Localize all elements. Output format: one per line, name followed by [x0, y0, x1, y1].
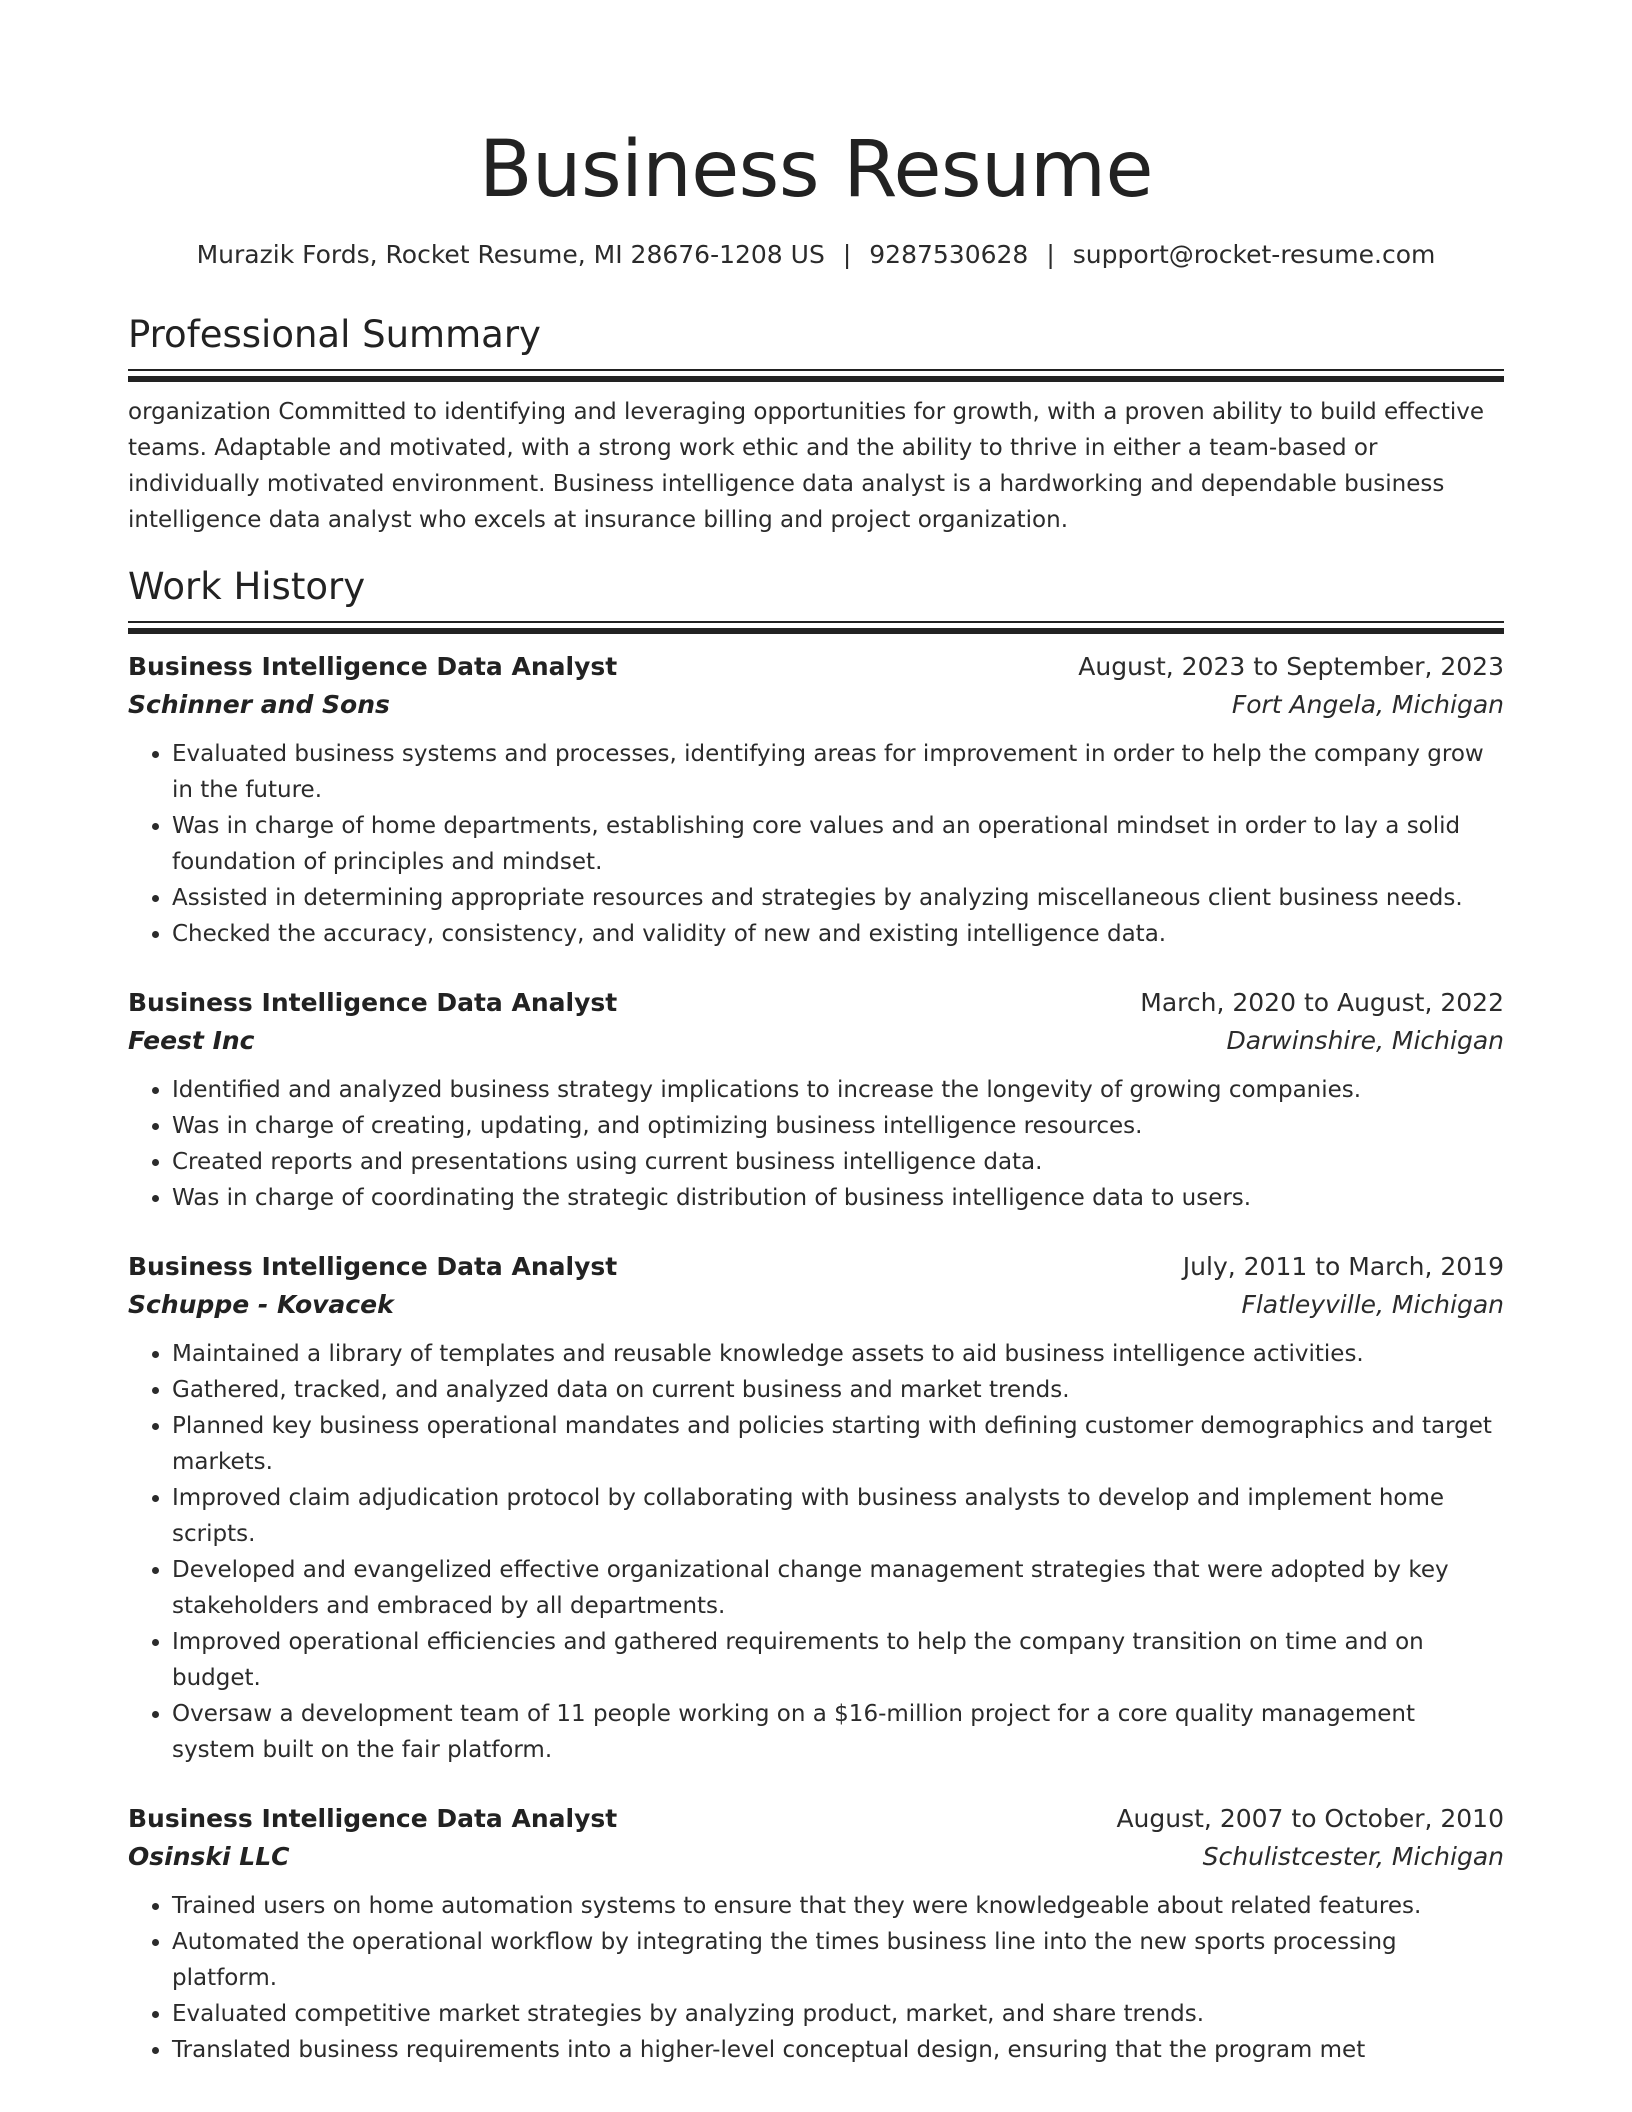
job-entry: [128, 984, 1504, 1216]
section-heading-summary: Professional Summary: [128, 313, 541, 356]
contact-line: [128, 238, 1504, 272]
job-header-row: [128, 1800, 1504, 1838]
job-header-row: [128, 648, 1504, 686]
job-dates: August, 2023 to September, 2023: [1078, 652, 1504, 681]
job-dates: August, 2007 to October, 2010: [1116, 1804, 1504, 1833]
job-dates: July, 2011 to March, 2019: [1182, 1252, 1504, 1281]
resume-title: Business Resume: [479, 125, 1153, 215]
job-location: Schulistcester, Michigan: [1202, 1842, 1504, 1871]
job-bullet-list: [128, 1072, 1504, 1216]
job-subheader-row: [128, 1022, 1504, 1060]
summary-text: organization Committed to identifying and leveraging opportunities for growth, with a proven ability to build effective teams. Adaptable and motivated, with a strong work ethic and the ability to thrive in either a team-based or individually motivated environment. Business intelligence data analyst is a hardworking and dependable business intelligence data analyst who excels at insurance billing and project organization.: [128, 399, 1484, 533]
job-bullet: • Identified and analyzed business strategy implications to increase the longevity of growing companies.: [172, 1072, 1504, 1108]
job-header-row: [128, 984, 1504, 1022]
job-bullet: • Checked the accuracy, consistency, and validity of new and existing intelligence data.: [172, 916, 1504, 952]
job-entry: [128, 648, 1504, 952]
job-bullet: • Translated business requirements into a higher-level conceptual design, ensuring that the program met: [172, 2032, 1504, 2068]
job-title: Business Intelligence Data Analyst: [128, 1804, 618, 1833]
job-bullet: • Improved claim adjudication protocol by collaborating with business analysts to develop and implement home scripts.: [172, 1480, 1504, 1552]
job-bullet: • Automated the operational workflow by integrating the times business line into the new sports processing platform.: [172, 1924, 1504, 1996]
job-company: Schinner and Sons: [128, 690, 390, 719]
job-bullet: • Trained users on home automation systems to ensure that they were knowledgeable about related features.: [172, 1888, 1504, 1924]
job-bullet: • Developed and evangelized effective organizational change management strategies that were adopted by key stakeholders and embraced by all departments.: [172, 1552, 1504, 1624]
job-company: Feest Inc: [128, 1026, 255, 1055]
job-dates: March, 2020 to August, 2022: [1140, 988, 1504, 1017]
job-company: Osinski LLC: [128, 1842, 290, 1871]
job-bullet: • Assisted in determining appropriate resources and strategies by analyzing miscellaneous client business needs.: [172, 880, 1504, 916]
job-subheader-row: [128, 1838, 1504, 1876]
contact-separator: |: [842, 240, 852, 269]
job-bullet: • Planned key business operational mandates and policies starting with defining customer demographics and target markets.: [172, 1408, 1504, 1480]
job-bullet: • Evaluated business systems and processes, identifying areas for improvement in order to help the company grow in the future.: [172, 736, 1504, 808]
job-title: Business Intelligence Data Analyst: [128, 1252, 618, 1281]
job-bullet: • Was in charge of home departments, establishing core values and an operational mindset in order to lay a solid foundation of principles and mindset.: [172, 808, 1504, 880]
professional-summary-section: [128, 311, 1504, 538]
job-entry: [128, 1800, 1504, 2068]
contact-email: support@rocket-resume.com: [1072, 240, 1436, 269]
section-divider-thin: [128, 369, 1504, 371]
work-history-section: [128, 563, 1504, 2068]
contact-separator: |: [1046, 240, 1055, 269]
job-subheader-row: [128, 686, 1504, 724]
job-location: Fort Angela, Michigan: [1231, 690, 1504, 719]
resume-page: [128, 0, 1504, 2100]
job-bullet: • Evaluated competitive market strategies by analyzing product, market, and share trends.: [172, 1996, 1504, 2032]
job-company: Schuppe - Kovacek: [128, 1290, 394, 1319]
job-title: Business Intelligence Data Analyst: [128, 652, 618, 681]
job-title: Business Intelligence Data Analyst: [128, 988, 618, 1017]
section-divider-thick: [128, 628, 1504, 634]
job-bullet: • Improved operational efficiencies and gathered requirements to help the company transition on time and on budget.: [172, 1624, 1504, 1696]
job-entry: [128, 1248, 1504, 1768]
section-divider-thick: [128, 376, 1504, 382]
job-bullet-list: [128, 736, 1504, 952]
job-bullet: • Was in charge of creating, updating, and optimizing business intelligence resources.: [172, 1108, 1504, 1144]
contact-phone: 9287530628: [869, 240, 1029, 269]
job-bullet-list: [128, 1888, 1504, 2068]
job-bullet: • Gathered, tracked, and analyzed data on current business and market trends.: [172, 1372, 1504, 1408]
job-bullet: • Maintained a library of templates and reusable knowledge assets to aid business intelligence activities.: [172, 1336, 1504, 1372]
job-bullet-list: [128, 1336, 1504, 1768]
section-divider-thin: [128, 621, 1504, 623]
job-bullet: • Oversaw a development team of 11 people working on a $16-million project for a core quality management system built on the fair platform.: [172, 1696, 1504, 1768]
job-subheader-row: [128, 1286, 1504, 1324]
job-list: [128, 648, 1504, 2068]
job-bullet: • Created reports and presentations using current business intelligence data.: [172, 1144, 1504, 1180]
job-bullet: • Was in charge of coordinating the strategic distribution of business intelligence data to users.: [172, 1180, 1504, 1216]
contact-address: Murazik Fords, Rocket Resume, MI 28676-1208 US: [196, 240, 825, 269]
section-heading-work-history: Work History: [128, 565, 366, 608]
job-location: Flatleyville, Michigan: [1241, 1290, 1504, 1319]
job-header-row: [128, 1248, 1504, 1286]
job-location: Darwinshire, Michigan: [1226, 1026, 1504, 1055]
